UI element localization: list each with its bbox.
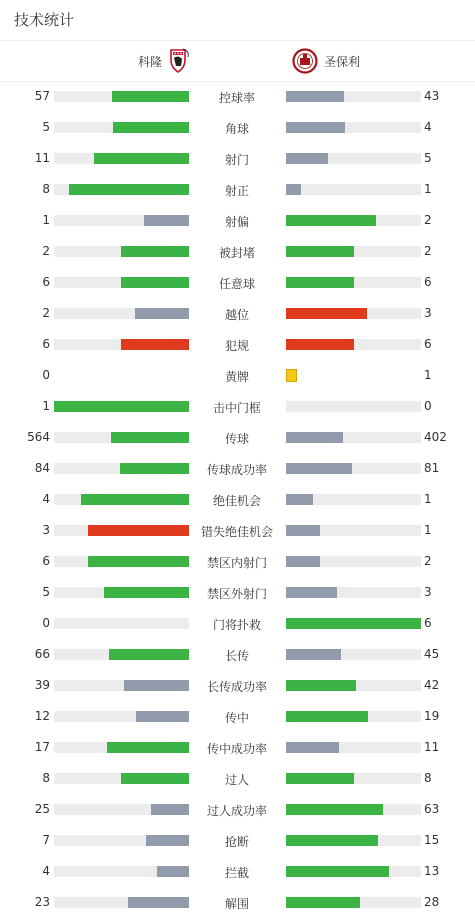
away-bar-fill: [286, 246, 354, 257]
away-bar-track: [286, 91, 421, 102]
home-bar-track: [54, 773, 189, 784]
stat-label: 传球: [224, 432, 249, 446]
home-bar-track: [54, 649, 189, 660]
stat-row: [0, 763, 475, 794]
home-bar-track: [54, 339, 189, 350]
away-value: 0: [424, 399, 432, 413]
away-bar-track: [286, 773, 421, 784]
home-bar-track: [54, 711, 189, 722]
away-bar-track: [286, 432, 421, 443]
away-value: 2: [424, 554, 432, 568]
home-bar-track: [54, 587, 189, 598]
home-bar-track: [54, 804, 189, 815]
stat-row: [0, 794, 475, 825]
away-bar-fill: [286, 494, 313, 505]
away-bar-track: [286, 556, 421, 567]
home-value: 3: [42, 523, 50, 537]
stat-label: 被封堵: [218, 246, 255, 260]
away-bar-fill: [286, 773, 354, 784]
stat-label: 角球: [224, 122, 249, 136]
home-bar-fill: [144, 215, 189, 226]
home-bar-track: [54, 246, 189, 257]
away-value: 3: [424, 306, 432, 320]
away-bar-fill: [286, 835, 378, 846]
stat-label: 禁区内射门: [206, 556, 267, 570]
home-value: 2: [42, 244, 50, 258]
koln-crest-icon: [168, 47, 190, 75]
home-bar-fill: [121, 277, 189, 288]
home-value: 8: [42, 771, 50, 785]
stat-label: 绝佳机会: [212, 494, 261, 508]
away-value: 43: [424, 89, 440, 103]
away-bar-track: [286, 153, 421, 164]
away-bar-track: [286, 897, 421, 908]
stat-label: 错失绝佳机会: [200, 525, 273, 539]
away-bar-fill: [286, 618, 421, 629]
away-bar-fill: [286, 711, 368, 722]
home-bar-track: [54, 494, 189, 505]
page-title: 技术统计: [14, 11, 75, 29]
away-bar-fill: [286, 339, 354, 350]
home-bar-track: [54, 742, 189, 753]
away-bar-fill: [286, 525, 320, 536]
home-bar-track: [54, 680, 189, 691]
home-bar-fill: [88, 525, 189, 536]
away-bar-fill: [286, 91, 344, 102]
home-value: 23: [34, 895, 50, 909]
home-value: 25: [34, 802, 50, 816]
stat-row: [0, 143, 475, 174]
home-bar-track: [54, 463, 189, 474]
home-team: [138, 46, 190, 76]
home-bar-track: [54, 215, 189, 226]
away-value: 8: [424, 771, 432, 785]
away-value: 13: [424, 864, 440, 878]
away-value: 6: [424, 337, 432, 351]
home-bar-track: [54, 556, 189, 567]
away-value: 2: [424, 244, 432, 258]
yellow-card-icon: [286, 369, 297, 382]
away-value: 5: [424, 151, 432, 165]
away-bar-fill: [286, 742, 339, 753]
home-bar-fill: [88, 556, 189, 567]
home-value: 84: [34, 461, 50, 475]
stat-label: 过人成功率: [206, 804, 267, 818]
home-value: 7: [42, 833, 50, 847]
stat-row: [0, 453, 475, 484]
away-team-name: 圣保利: [324, 54, 361, 69]
stat-row: [0, 639, 475, 670]
home-value: 11: [34, 151, 50, 165]
home-bar-fill: [151, 804, 189, 815]
stat-label: 传中: [224, 711, 249, 725]
away-bar-fill: [286, 215, 376, 226]
home-bar-fill: [113, 122, 189, 133]
away-bar-track: [286, 339, 421, 350]
stat-row: [0, 360, 475, 391]
away-value: 15: [424, 833, 440, 847]
home-value: 8: [42, 182, 50, 196]
stat-label: 犯规: [224, 339, 249, 353]
home-bar-fill: [94, 153, 189, 164]
stat-row: [0, 732, 475, 763]
home-bar-fill: [54, 401, 189, 412]
home-bar-track: [54, 897, 189, 908]
stat-row: [0, 329, 475, 360]
home-bar-fill: [107, 742, 189, 753]
stat-label: 长传: [224, 649, 249, 663]
away-bar-track: [286, 463, 421, 474]
away-value: 1: [424, 523, 432, 537]
home-bar-fill: [121, 773, 189, 784]
home-bar-track: [54, 308, 189, 319]
stat-row: [0, 236, 475, 267]
home-bar-track: [54, 525, 189, 536]
away-bar-fill: [286, 463, 352, 474]
away-bar-fill: [286, 122, 345, 133]
away-value: 3: [424, 585, 432, 599]
away-bar-track: [286, 649, 421, 660]
home-value: 5: [42, 585, 50, 599]
stat-label: 抢断: [224, 835, 249, 849]
away-bar-fill: [286, 153, 328, 164]
stat-label: 射正: [224, 184, 249, 198]
home-bar-track: [54, 153, 189, 164]
away-value: 28: [424, 895, 440, 909]
home-value: 12: [34, 709, 50, 723]
home-bar-fill: [111, 432, 189, 443]
away-bar-fill: [286, 804, 383, 815]
away-bar-track: [286, 494, 421, 505]
stat-row: [0, 267, 475, 298]
home-value: 2: [42, 306, 50, 320]
stat-row: [0, 174, 475, 205]
stat-label: 控球率: [218, 91, 255, 105]
home-value: 5: [42, 120, 50, 134]
stat-row: [0, 701, 475, 732]
away-bar-track: [286, 866, 421, 877]
away-bar-track: [286, 401, 421, 412]
away-value: 1: [424, 368, 432, 382]
away-bar-fill: [286, 866, 389, 877]
stat-row: [0, 422, 475, 453]
away-value: 19: [424, 709, 440, 723]
stat-label: 越位: [224, 308, 249, 322]
home-bar-track: [54, 835, 189, 846]
away-bar-fill: [286, 680, 356, 691]
home-value: 0: [42, 616, 50, 630]
home-value: 1: [42, 399, 50, 413]
away-bar-track: [286, 246, 421, 257]
home-value: 1: [42, 213, 50, 227]
away-bar-track: [286, 184, 421, 195]
away-value: 6: [424, 275, 432, 289]
stat-row: [0, 112, 475, 143]
stat-row: [0, 298, 475, 329]
away-bar-track: [286, 835, 421, 846]
stat-row: [0, 81, 475, 112]
stat-label: 黄牌: [224, 370, 249, 384]
away-bar-fill: [286, 649, 341, 660]
home-bar-fill: [128, 897, 189, 908]
away-bar-track: [286, 215, 421, 226]
stat-row: [0, 577, 475, 608]
home-bar-fill: [136, 711, 189, 722]
home-bar-fill: [135, 308, 189, 319]
home-value: 4: [42, 864, 50, 878]
home-bar-fill: [121, 339, 189, 350]
home-bar-track: [54, 618, 189, 629]
stat-label: 传球成功率: [206, 463, 267, 477]
away-value: 4: [424, 120, 432, 134]
home-value: 564: [27, 430, 50, 444]
home-value: 6: [42, 554, 50, 568]
stat-label: 长传成功率: [206, 680, 267, 694]
home-bar-fill: [104, 587, 189, 598]
away-value: 1: [424, 182, 432, 196]
stat-row: [0, 484, 475, 515]
away-bar-track: [286, 277, 421, 288]
away-value: 81: [424, 461, 440, 475]
away-team: [292, 46, 360, 76]
stat-row: [0, 546, 475, 577]
stat-row: [0, 856, 475, 887]
stat-label: 射偏: [224, 215, 249, 229]
away-value: 63: [424, 802, 440, 816]
home-value: 57: [34, 89, 50, 103]
home-bar-track: [54, 277, 189, 288]
away-value: 11: [424, 740, 440, 754]
home-value: 39: [34, 678, 50, 692]
home-bar-fill: [109, 649, 189, 660]
home-bar-track: [54, 122, 189, 133]
home-value: 6: [42, 275, 50, 289]
stat-row: [0, 670, 475, 701]
away-value: 42: [424, 678, 440, 692]
home-bar-fill: [121, 246, 189, 257]
stat-label: 击中门框: [212, 401, 261, 415]
stat-label: 门将扑救: [212, 618, 261, 632]
stat-label: 任意球: [218, 277, 255, 291]
home-team-name: 科隆: [138, 54, 163, 69]
stat-label: 拦截: [224, 866, 249, 880]
stat-row: [0, 515, 475, 546]
home-value: 66: [34, 647, 50, 661]
home-bar-fill: [112, 91, 189, 102]
away-bar-track: [286, 680, 421, 691]
away-bar-track: [286, 525, 421, 536]
stat-label: 射门: [224, 153, 249, 167]
away-bar-fill: [286, 184, 301, 195]
away-bar-track: [286, 122, 421, 133]
stat-label: 禁区外射门: [206, 587, 267, 601]
away-bar-track: [286, 711, 421, 722]
st-pauli-crest-icon: [292, 48, 318, 74]
away-bar-track: [286, 587, 421, 598]
away-bar-track: [286, 618, 421, 629]
home-value: 17: [34, 740, 50, 754]
home-bar-track: [54, 866, 189, 877]
stat-label: 过人: [224, 773, 249, 787]
away-value: 6: [424, 616, 432, 630]
away-value: 2: [424, 213, 432, 227]
home-bar-track: [54, 91, 189, 102]
stat-row: [0, 608, 475, 639]
home-bar-track: [54, 432, 189, 443]
away-value: 402: [424, 430, 447, 444]
away-value: 1: [424, 492, 432, 506]
home-value: 4: [42, 492, 50, 506]
stat-row: [0, 887, 475, 918]
home-bar-track: [54, 184, 189, 195]
home-value: 0: [42, 368, 50, 382]
stat-label: 解围: [224, 897, 249, 911]
away-bar-track: [286, 804, 421, 815]
home-bar-track: [54, 401, 189, 412]
away-bar-fill: [286, 587, 337, 598]
away-bar-track: [286, 742, 421, 753]
away-bar-fill: [286, 897, 360, 908]
stat-row: [0, 825, 475, 856]
home-bar-fill: [146, 835, 189, 846]
home-bar-fill: [120, 463, 189, 474]
home-value: 6: [42, 337, 50, 351]
away-bar-track: [286, 308, 421, 319]
home-bar-fill: [69, 184, 189, 195]
home-bar-fill: [81, 494, 189, 505]
away-bar-fill: [286, 277, 354, 288]
away-bar-fill: [286, 556, 320, 567]
home-bar-fill: [124, 680, 189, 691]
home-bar-fill: [157, 866, 189, 877]
stat-row: [0, 205, 475, 236]
header-divider: [0, 40, 475, 41]
stat-row: [0, 391, 475, 422]
away-value: 45: [424, 647, 440, 661]
away-bar-fill: [286, 308, 367, 319]
stat-label: 传中成功率: [206, 742, 267, 756]
away-bar-fill: [286, 432, 343, 443]
